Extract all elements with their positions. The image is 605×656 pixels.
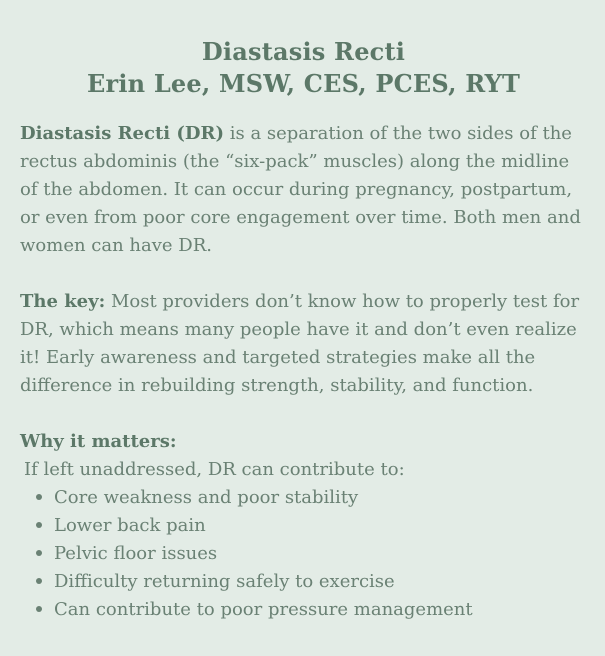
list-item bbox=[36, 512, 587, 540]
definition-text: is a separation of the two sides of the rectus abdominis (the “six-pack” muscles) along the midline of the abdomen. It can occur during pregnancy, postpartum, or even from poor core engagement over time. Both men and women can have DR. bbox=[20, 123, 581, 256]
list-item bbox=[36, 596, 587, 624]
key-paragraph bbox=[20, 288, 587, 400]
bullet-icon bbox=[36, 578, 42, 584]
key-label: The key: bbox=[20, 291, 106, 312]
key-text: Most providers don’t know how to properly test for DR, which means many people have it and don’t even realize it! Early awareness and targeted strategies make all the difference in rebuilding strength, stability, and function. bbox=[20, 291, 580, 396]
spacer bbox=[20, 260, 587, 288]
why-heading: Why it matters: bbox=[20, 431, 177, 452]
why-list bbox=[20, 484, 587, 624]
bullet-icon bbox=[36, 550, 42, 556]
list-item bbox=[36, 568, 587, 596]
definition-term: Diastasis Recti (DR) bbox=[20, 123, 224, 144]
why-intro: If left unaddressed, DR can contribute to: bbox=[24, 459, 405, 480]
list-item bbox=[36, 540, 587, 568]
list-item-text: Pelvic floor issues bbox=[54, 543, 218, 564]
list-item-text: Difficulty returning safely to exercise bbox=[54, 571, 395, 592]
list-item-text: Can contribute to poor pressure management bbox=[54, 599, 473, 620]
bullet-icon bbox=[36, 606, 42, 612]
list-item-text: Core weakness and poor stability bbox=[54, 487, 359, 508]
bullet-icon bbox=[36, 522, 42, 528]
spacer bbox=[20, 400, 587, 428]
list-item bbox=[36, 484, 587, 512]
list-item-text: Lower back pain bbox=[54, 515, 206, 536]
author-credentials: Erin Lee, MSW, CES, PCES, RYT bbox=[86, 69, 521, 98]
bullet-icon bbox=[36, 494, 42, 500]
definition-paragraph bbox=[20, 120, 587, 260]
page-title: Diastasis Recti bbox=[201, 37, 406, 66]
title-block bbox=[20, 36, 587, 100]
